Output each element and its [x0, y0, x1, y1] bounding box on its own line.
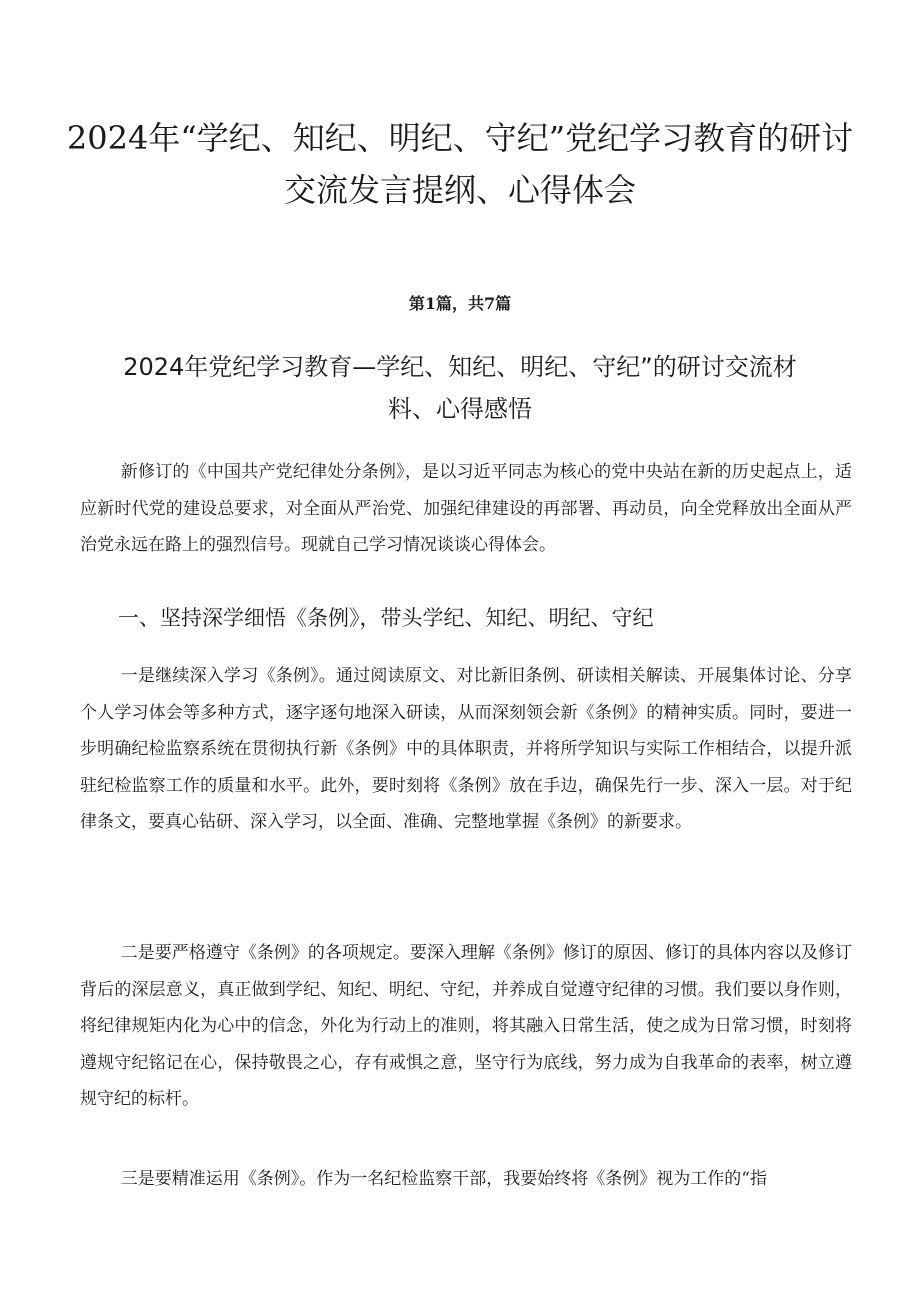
section-heading-1: 一、坚持深学细悟《条例》，带头学纪、知纪、明纪、守纪: [118, 606, 654, 630]
body-paragraph-2: 二是要严格遵守《条例》的各项规定。要深入理解《条例》修订的原因、修订的具体内容以及修订背后的深层意义，真正做到学纪、知纪、明纪、守纪，并养成自觉遵守纪律的习惯。我们要以身作则，将纪律规矩内化为心中的信念，外化为行动上的准则，将其融入日常生活，使之成为日常习惯，时刻将遵规守纪铭记在心，保持敬畏之心，存有戒惧之意，坚守行为底线，努力成为自我革命的表率，树立遵规守纪的标杆。: [80, 943, 852, 1109]
body-paragraph-1: 一是继续深入学习《条例》。通过阅读原文、对比新旧条例、研读相关解读、开展集体讨论、分享个人学习体会等多种方式，逐字逐句地深入研读，从而深刻领会新《条例》的精神实质。同时，要进一步明确纪检监察系统在贯彻执行新《条例》中的具体职责，并将所学知识与实际工作相结合，以提升派驻纪检监察工作的质量和水平。此外，要时刻将《条例》放在手边，确保先行一步、深入一层。对于纪律条文，要真心钻研、深入学习，以全面、准确、完整地掌握《条例》的新要求。: [80, 666, 852, 832]
part-counter: 第1篇，共7篇: [408, 294, 512, 313]
body-paragraph-3: 三是要精准运用《条例》。作为一名纪检监察干部，我要始终将《条例》视为工作的“指: [120, 1169, 767, 1189]
document-title: 2024年“学纪、知纪、明纪、守纪”党纪学习教育的研讨交流发言提纲、心得体会: [66, 119, 854, 209]
intro-paragraph: 新修订的《中国共产党纪律处分条例》，是以习近平同志为核心的党中央站在新的历史起点上，适应新时代党的建设总要求，对全面从严治党、加强纪律建设的再部署、再动员，向全党释放出全面从严治党永远在路上的强烈信号。现就自己学习情况谈谈心得体会。: [80, 462, 852, 555]
article-subtitle: 2024年党纪学习教育—学纪、知纪、明纪、守纪”的研讨交流材料、心得感悟: [123, 353, 797, 423]
